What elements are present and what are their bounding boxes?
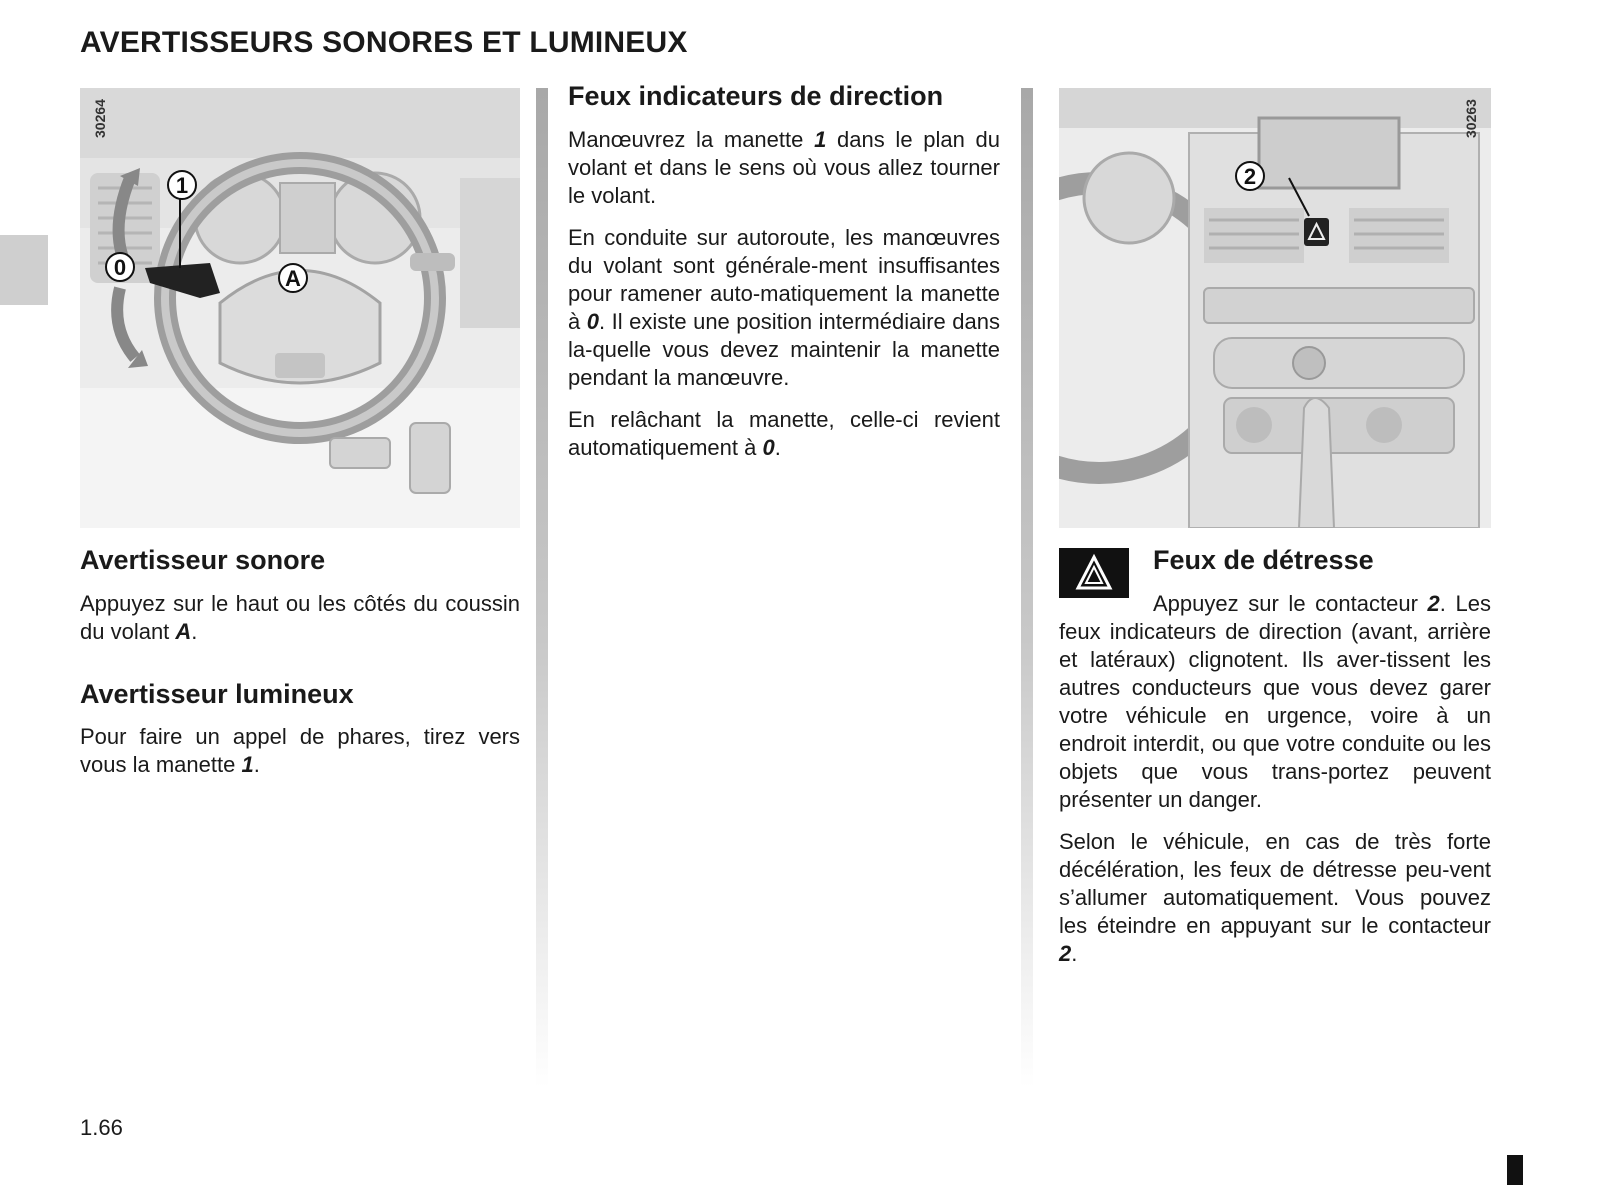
callout-0: 0 xyxy=(105,252,135,282)
steering-wheel-illustration xyxy=(80,88,520,528)
dashboard-illustration xyxy=(1059,88,1491,528)
middle-column xyxy=(568,82,1000,476)
callout-2: 2 xyxy=(1235,161,1265,191)
left-column xyxy=(80,88,520,793)
figure-code: 30264 xyxy=(92,99,108,138)
page-title: AVERTISSEURS SONORES ET LUMINEUX xyxy=(80,26,688,59)
column-divider-1 xyxy=(536,88,548,1088)
paragraph-direction-1: Manœuvrez la manette 1 dans le plan du volant et dans le sens où vous allez tourner le volant. xyxy=(568,126,1001,208)
right-column xyxy=(1059,88,1491,982)
paragraph-detresse-1: Appuyez sur le contacteur 2. Les feux indicateurs de direction (avant, arrière et latéraux) clignotent. Ils aver-tissent les autres conducteurs que vous devez garer votre véhicule en urgence, voire à un endroit interdit, ou que votre conduite ou les objets que vous trans-portez peuvent présenter un danger. xyxy=(1059,590,1491,812)
dashboard-figure xyxy=(1059,88,1491,528)
paragraph-sonore: Appuyez sur le haut ou les côtés du coussin du volant A. xyxy=(80,590,520,644)
paragraph-detresse-2: Selon le véhicule, en cas de très forte décélération, les feux de détresse peu-vent s’allumer automatiquement. Vous pouvez les éteindre en appuyant sur le contacteur 2. xyxy=(1059,828,1491,966)
paragraph-direction-3: En relâchant la manette, celle-ci revient automatiquement à 0. xyxy=(568,406,1000,460)
hazard-section xyxy=(1059,540,1491,968)
paragraph-lumineux: Pour faire un appel de phares, tirez vers vous la manette 1. xyxy=(80,724,520,778)
chapter-tab xyxy=(0,235,48,305)
callout-A: A xyxy=(278,263,308,293)
column-divider-2 xyxy=(1021,88,1033,1088)
section-title-detresse: Feux de détresse xyxy=(1153,545,1374,575)
paragraph-direction-2: En conduite sur autoroute, les manœuvres du volant sont générale-ment insuffisantes pour ramener auto-matiquement la manette à 0. Il existe une position intermédiaire dans la-quelle vous devez maintenir la manette pendant la manœuvre. xyxy=(568,224,1000,390)
figure-code: 30263 xyxy=(1463,99,1479,138)
section-title-direction: Feux indicateurs de direction xyxy=(568,81,944,111)
section-title-lumineux: Avertisseur lumineux xyxy=(80,678,354,709)
steering-wheel-figure xyxy=(80,88,520,528)
page-number: 1.66 xyxy=(80,1115,123,1140)
callout-1: 1 xyxy=(167,170,197,200)
corner-mark xyxy=(1507,1155,1523,1185)
hazard-warning-icon xyxy=(1059,548,1129,598)
section-title-sonore: Avertisseur sonore xyxy=(80,545,326,575)
